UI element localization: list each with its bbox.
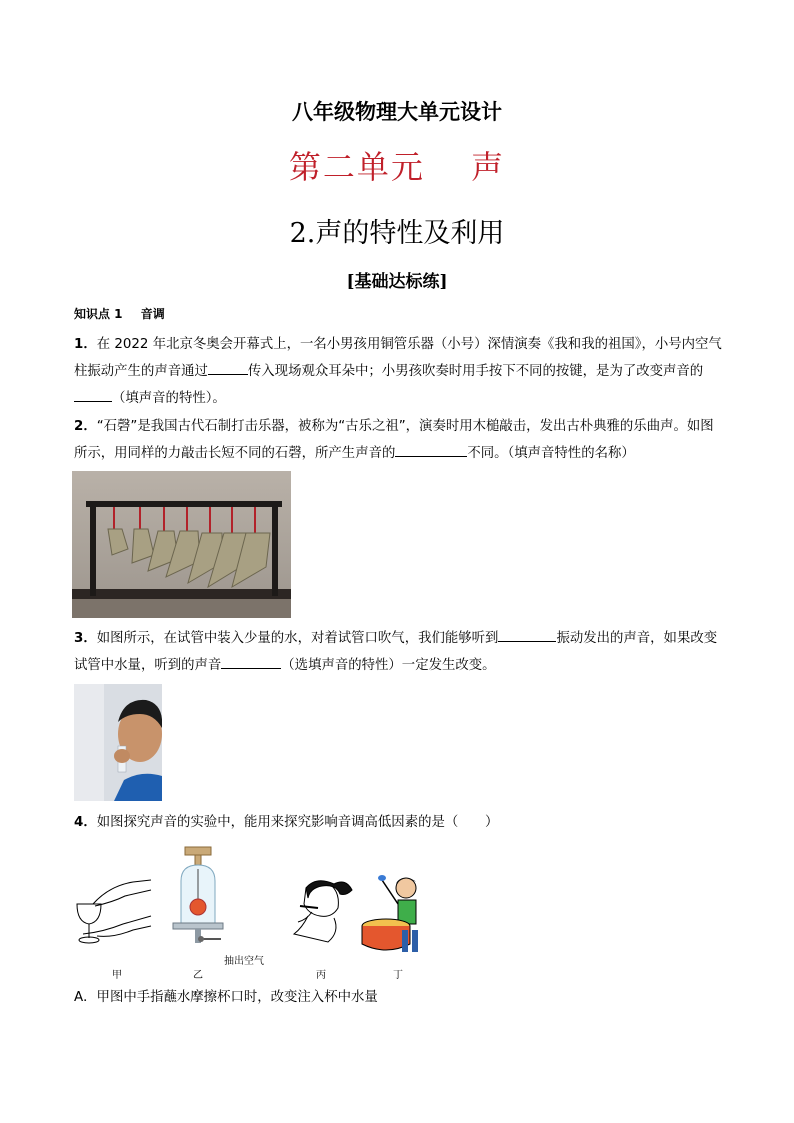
question-number: 2． [74,419,97,434]
knowledge-point-topic: 音调 [140,307,165,321]
stone-chime-photo [72,471,291,618]
question-number: 3． [74,631,97,646]
boy-blowing-tube-photo [74,684,162,801]
lesson-title: 2.声的特性及利用 [289,218,505,249]
girl-blowing-figure [288,876,356,948]
question-text: 传入现场观众耳朵中；小男孩吹奏时用手按下不同的按键，是为了改变声音的 [247,364,704,379]
question-text: 如图探究声音的实验中，能用来探究影响音调高低因素的是（ ） [96,815,499,830]
question-1 [74,331,724,412]
question-text: “石磬”是我国古代石制打击乐器，被称为“古乐之祖”，演奏时用木槌敲击，发出古朴典雅的乐曲声。如图所示，用同样的力敲击长短不同的石磬，所产生声音的 [74,419,714,461]
answer-blank [498,627,556,642]
answer-blank [395,442,467,457]
knowledge-point-label: 知识点 1 [74,307,123,321]
grade-title: 八年级物理大单元设计 [292,100,502,124]
question-3 [74,625,724,679]
question-2 [74,413,724,467]
bell-jar-figure [165,845,265,955]
figure-caption-yi: 乙 [193,970,203,981]
question-text: 振动发出的声音，如果改变试管中水量，听到的声音 [74,631,718,673]
wine-glass-figure [73,876,153,948]
answer-blank [74,387,112,402]
question-text: （填声音的特性）。 [112,391,226,406]
question-4 [74,809,724,836]
pump-label: 抽出空气 [224,956,264,967]
question-text: 不同。（填声音特性的名称） [467,446,635,461]
section-title: [基础达标练] [346,272,448,292]
answer-blank [221,654,281,669]
figure-caption-jia: 甲 [112,970,122,981]
question-number: 1． [74,337,97,352]
option-a: A．甲图中手指蘸水摩擦杯口时，改变注入杯中水量 [74,990,378,1005]
figure-caption-ding: 丁 [393,970,403,981]
question-text: 在 2022 年北京冬奥会开幕式上，一名小男孩用铜管乐器（小号）深情演奏《我和我的祖国》，小号内空气柱振动产生的声音通过 [74,337,722,379]
question-number: 4． [74,815,97,830]
unit-title: 第二单元 声 [288,148,506,186]
boy-drumming-figure [360,870,436,960]
answer-blank [208,360,248,375]
question-text: （选填声音的特性）一定发生改变。 [281,658,496,673]
question-text: 如图所示，在试管中装入少量的水，对着试管口吹气，我们能够听到 [96,631,499,646]
figure-caption-bing: 丙 [316,970,326,981]
knowledge-point-heading [74,305,179,322]
